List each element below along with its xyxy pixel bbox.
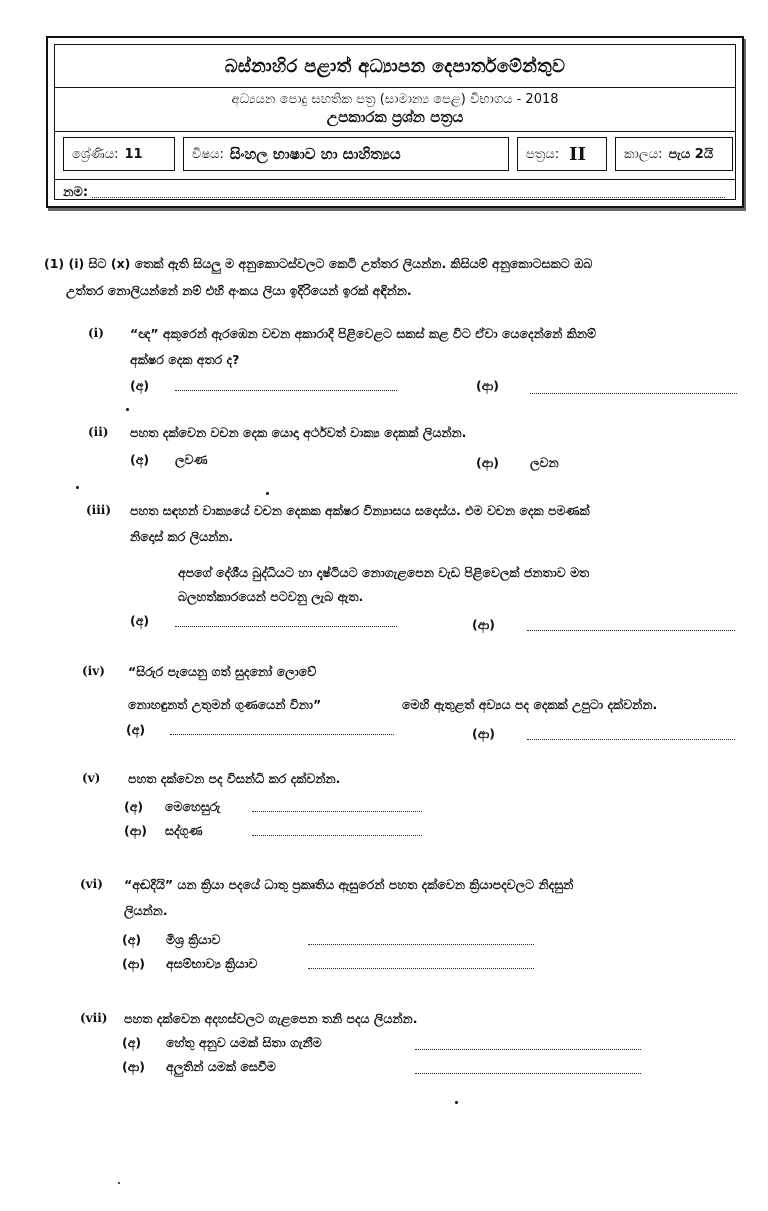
department-title: බස්නාහිර පළාත් අධ්‍යාපන දෙපාර්තමේන්තුව [224,55,566,77]
option-label: (අ) [130,378,150,393]
answer-line[interactable] [252,811,422,812]
question-text: පහත දක්වෙන අදහස්වලට ගැළපෙන තනි පදය ලියන්න. [124,1011,418,1026]
question-text: අක්ෂර දෙක අතර ද? [130,352,240,367]
header-info-row [55,131,735,180]
given-word: හේතු අනුව යමක් සිතා ගැනීම [166,1035,322,1050]
subject-box [183,137,509,171]
given-word: අලුතින් යමක් සෙවීම [166,1059,276,1074]
paper-box [517,137,607,171]
option-label: (ආ) [476,455,499,470]
paper-value: II [569,143,586,165]
option-label: (අ) [126,722,146,737]
header-box [46,36,744,208]
instruction-line-1: (1) (i) සිට (x) තෙක් ඇති සියලු ම අනුකොටස්වලට කෙටි උත්තර ලියන්න. කිසියම් අනුකොටසකට ඔබ [44,256,593,271]
question-number: (iv) [82,664,105,678]
question-text: “ඥ” අකුරෙන් ඇරඹෙන වචන අකාරාදි පිළිවෙළට සකස් කළ විට ඒවා යෙදෙන්නේ කිනම් [130,326,597,341]
option-label: (ආ) [122,1059,145,1074]
option-label: (අ) [122,1035,142,1050]
question-text: නිදොස් කර ලියන්න. [130,529,234,544]
scan-speck [118,1182,120,1184]
question-text: පහත සඳහන් වාක්‍යයේ වචන දෙකක අක්ෂර වින්‍යාසය සදොස්ය. එම වචන දෙක පමණක් [130,503,590,518]
answer-line[interactable] [415,1049,641,1050]
question-text: ලියන්න. [124,903,168,918]
name-row [55,179,735,205]
time-label: කාලය: [624,146,663,162]
paper-type: උපකාරක ප්‍රශ්න පත්‍රය [326,108,464,126]
instruction-line-2: උත්තර නොලියන්නේ නම් එහි අංකය ලියා ඉදිරියෙන් ඉරක් අඳින්න. [66,283,412,298]
question-number: (iii) [86,503,112,517]
answer-line[interactable] [170,734,394,735]
header-inner-frame [54,44,736,200]
paper-label: පත්‍රය: [526,146,560,162]
header-exam-row [55,89,735,132]
subject-value: සිංහල භාෂාව හා සාහිත්‍යය [229,145,401,163]
option-label: (ආ) [124,823,147,838]
quoted-sentence: බලහත්කාරයෙන් පටවනු ලැබ ඇත. [178,589,364,604]
question-number: (i) [88,326,104,340]
question-text: පහත දක්වෙන පද විසන්ධි කර දක්වන්න. [128,771,341,786]
answer-line[interactable] [415,1073,641,1074]
option-label: (ආ) [472,726,495,741]
grade-box [63,137,175,171]
question-text: පහත දක්වෙන වචන දෙක යොදා අර්ථවත් වාක්‍ය දෙකක් ලියන්න. [130,425,467,440]
answer-line[interactable] [308,944,534,945]
answer-line[interactable] [527,739,735,740]
option-label: (ආ) [476,378,499,393]
answer-line[interactable] [252,835,422,836]
answer-line[interactable] [175,390,397,391]
answer-line[interactable] [175,626,397,627]
scan-speck [455,1101,458,1104]
quoted-sentence: අපගේ දේශීය බුද්ධියට හා දෘෂ්ටියට නොගැළපෙන වැඩ පිළිවෙලක් ජනතාව මත [178,565,590,580]
option-label: (අ) [130,452,150,467]
scan-speck [126,408,129,411]
question-text: මෙහි ඇතුළත් අව්‍යය පද දෙකක් උපුටා දක්වන්න. [402,697,658,712]
question-number: (ii) [88,425,109,439]
answer-line[interactable] [308,968,534,969]
answer-line[interactable] [530,393,737,394]
grade-label: ශ්‍රේණිය: [72,146,119,162]
time-value: පැය 2යි [668,146,714,162]
scan-speck [76,486,79,489]
answer-line[interactable] [527,630,735,631]
given-word: මිශ්‍ර ක්‍රියාව [166,932,221,947]
header-title-row [55,45,735,88]
option-label: (ආ) [122,956,145,971]
question-number: (vi) [80,877,103,891]
option-label: (අ) [124,799,144,814]
subject-label: විෂය: [192,146,224,162]
option-label: (අ) [130,613,150,628]
grade-value: 11 [124,146,143,162]
given-word: ලවන [530,455,559,470]
question-text: “අඬදියි” යන ක්‍රියා පදයේ ධාතු ප්‍රකෘතිය ඇසුරෙන් පහත දක්වෙන ක්‍රියාපදවලට නිදසුන් [124,877,574,892]
option-label: (ආ) [472,617,495,632]
given-word: සද්ගුණ [165,823,203,838]
question-text: “සිරුර පැයෙනු ගත් සුදනෝ ලොවේ [128,664,317,679]
exam-name: අධ්‍යයන පොදු සහතික පත්‍ර (සාමාන්‍ය පෙළ) විභාගය - 2018 [231,92,559,107]
option-label: (අ) [122,932,142,947]
question-text: නොහඳුනත් උතුමන් ගුණයෙන් විනා” [128,697,322,712]
scan-speck [266,492,269,495]
question-number: (v) [82,771,101,785]
given-word: අසම්භාව්‍ය ක්‍රියාව [166,956,258,971]
given-word: මෙහෙසුරු [165,799,221,814]
given-word: ලවණ [175,452,208,467]
name-field[interactable] [92,197,725,198]
time-box [615,137,733,171]
question-number: (vii) [80,1011,108,1025]
name-label: නම: [63,184,89,200]
